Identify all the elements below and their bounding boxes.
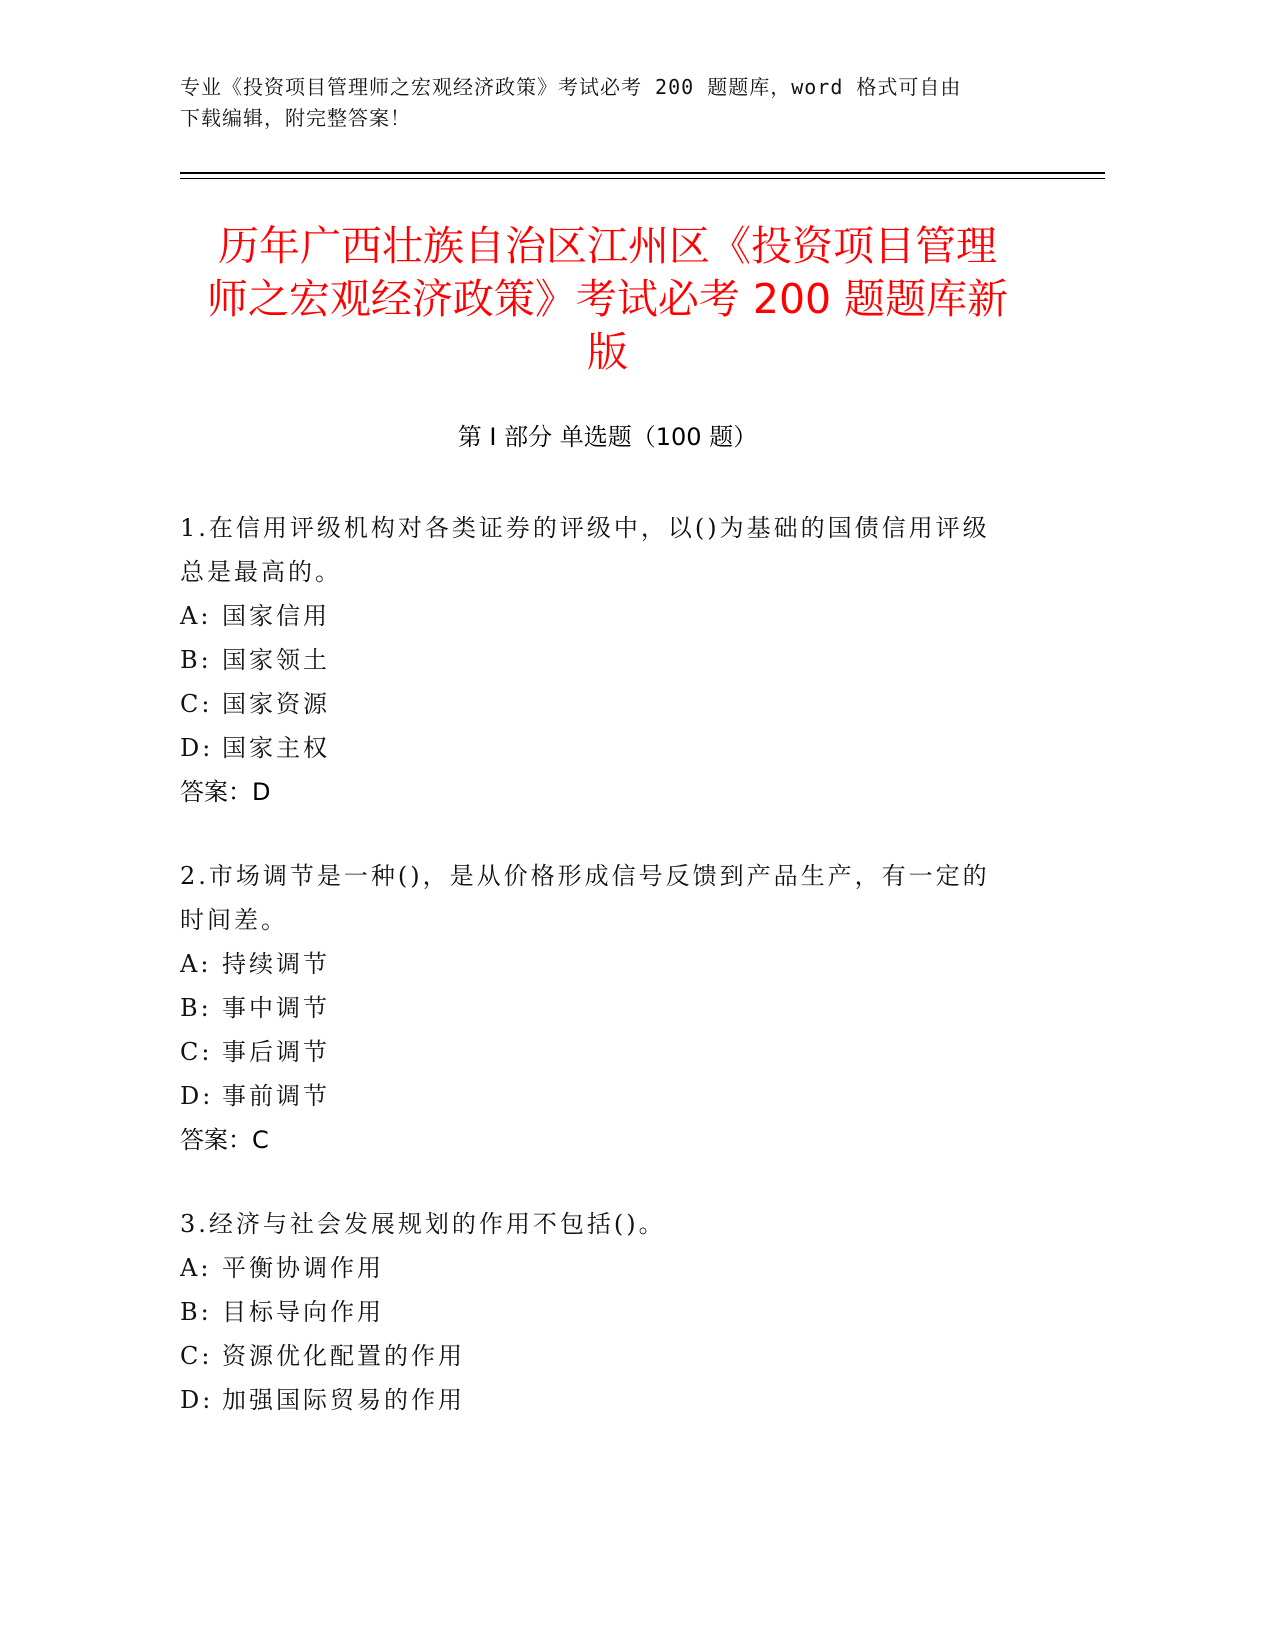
option-key: D: bbox=[180, 1386, 214, 1414]
question-stem: 总是最高的。 bbox=[180, 558, 342, 586]
option-b bbox=[180, 638, 1060, 682]
option-text: 事前调节 bbox=[222, 1082, 330, 1110]
option-b bbox=[180, 986, 1060, 1030]
header-divider-thick bbox=[180, 172, 1105, 174]
question-stem: 2.市场调节是一种()，是从价格形成信号反馈到产品生产，有一定的 bbox=[180, 862, 990, 890]
question-3 bbox=[180, 1202, 1060, 1422]
option-key: D: bbox=[180, 734, 214, 762]
document-title-line: 师之宏观经济政策》考试必考 200 题题库新 bbox=[206, 275, 1009, 323]
option-text: 持续调节 bbox=[222, 950, 330, 978]
question-stem: 3.经济与社会发展规划的作用不包括()。 bbox=[180, 1210, 666, 1238]
option-text: 平衡协调作用 bbox=[222, 1254, 384, 1282]
option-a bbox=[180, 1246, 1060, 1290]
document-title-line: 版 bbox=[587, 328, 628, 376]
option-text: 事后调节 bbox=[222, 1038, 330, 1066]
option-key: B: bbox=[180, 646, 212, 674]
question-stem: 1.在信用评级机构对各类证券的评级中，以()为基础的国债信用评级 bbox=[180, 514, 990, 542]
header-divider-thin bbox=[180, 178, 1105, 179]
option-key: C: bbox=[180, 1038, 213, 1066]
option-text: 国家主权 bbox=[222, 734, 330, 762]
option-key: A: bbox=[180, 602, 212, 630]
option-c bbox=[180, 1334, 1060, 1378]
option-a bbox=[180, 942, 1060, 986]
option-d bbox=[180, 1074, 1060, 1118]
section-heading: 第 I 部分 单选题（100 题） bbox=[457, 423, 758, 451]
option-key: B: bbox=[180, 994, 212, 1022]
question-stem: 时间差。 bbox=[180, 906, 288, 934]
option-d bbox=[180, 726, 1060, 770]
option-c bbox=[180, 1030, 1060, 1074]
option-key: A: bbox=[180, 950, 212, 978]
option-c bbox=[180, 682, 1060, 726]
answer: 答案：C bbox=[180, 1126, 269, 1154]
option-text: 国家信用 bbox=[222, 602, 330, 630]
header-note-line: 下载编辑，附完整答案！ bbox=[180, 106, 411, 130]
option-key: C: bbox=[180, 690, 213, 718]
option-text: 目标导向作用 bbox=[222, 1298, 384, 1326]
document-title-line: 历年广西壮族自治区江州区《投资项目管理 bbox=[218, 222, 997, 270]
option-a bbox=[180, 594, 1060, 638]
document-title bbox=[180, 220, 1035, 379]
option-text: 资源优化配置的作用 bbox=[222, 1342, 465, 1370]
question-1 bbox=[180, 506, 1060, 814]
header-note bbox=[180, 72, 1060, 134]
option-key: D: bbox=[180, 1082, 214, 1110]
option-d bbox=[180, 1378, 1060, 1422]
answer: 答案：D bbox=[180, 778, 271, 806]
option-text: 事中调节 bbox=[222, 994, 330, 1022]
header-note-line: 专业《投资项目管理师之宏观经济政策》考试必考 200 题题库，word 格式可自由 bbox=[180, 75, 962, 99]
option-b bbox=[180, 1290, 1060, 1334]
option-key: A: bbox=[180, 1254, 212, 1282]
question-2 bbox=[180, 854, 1060, 1162]
option-text: 加强国际贸易的作用 bbox=[222, 1386, 465, 1414]
option-key: B: bbox=[180, 1298, 212, 1326]
option-text: 国家资源 bbox=[222, 690, 330, 718]
option-key: C: bbox=[180, 1342, 213, 1370]
question-list bbox=[180, 506, 1060, 1462]
option-text: 国家领土 bbox=[222, 646, 330, 674]
